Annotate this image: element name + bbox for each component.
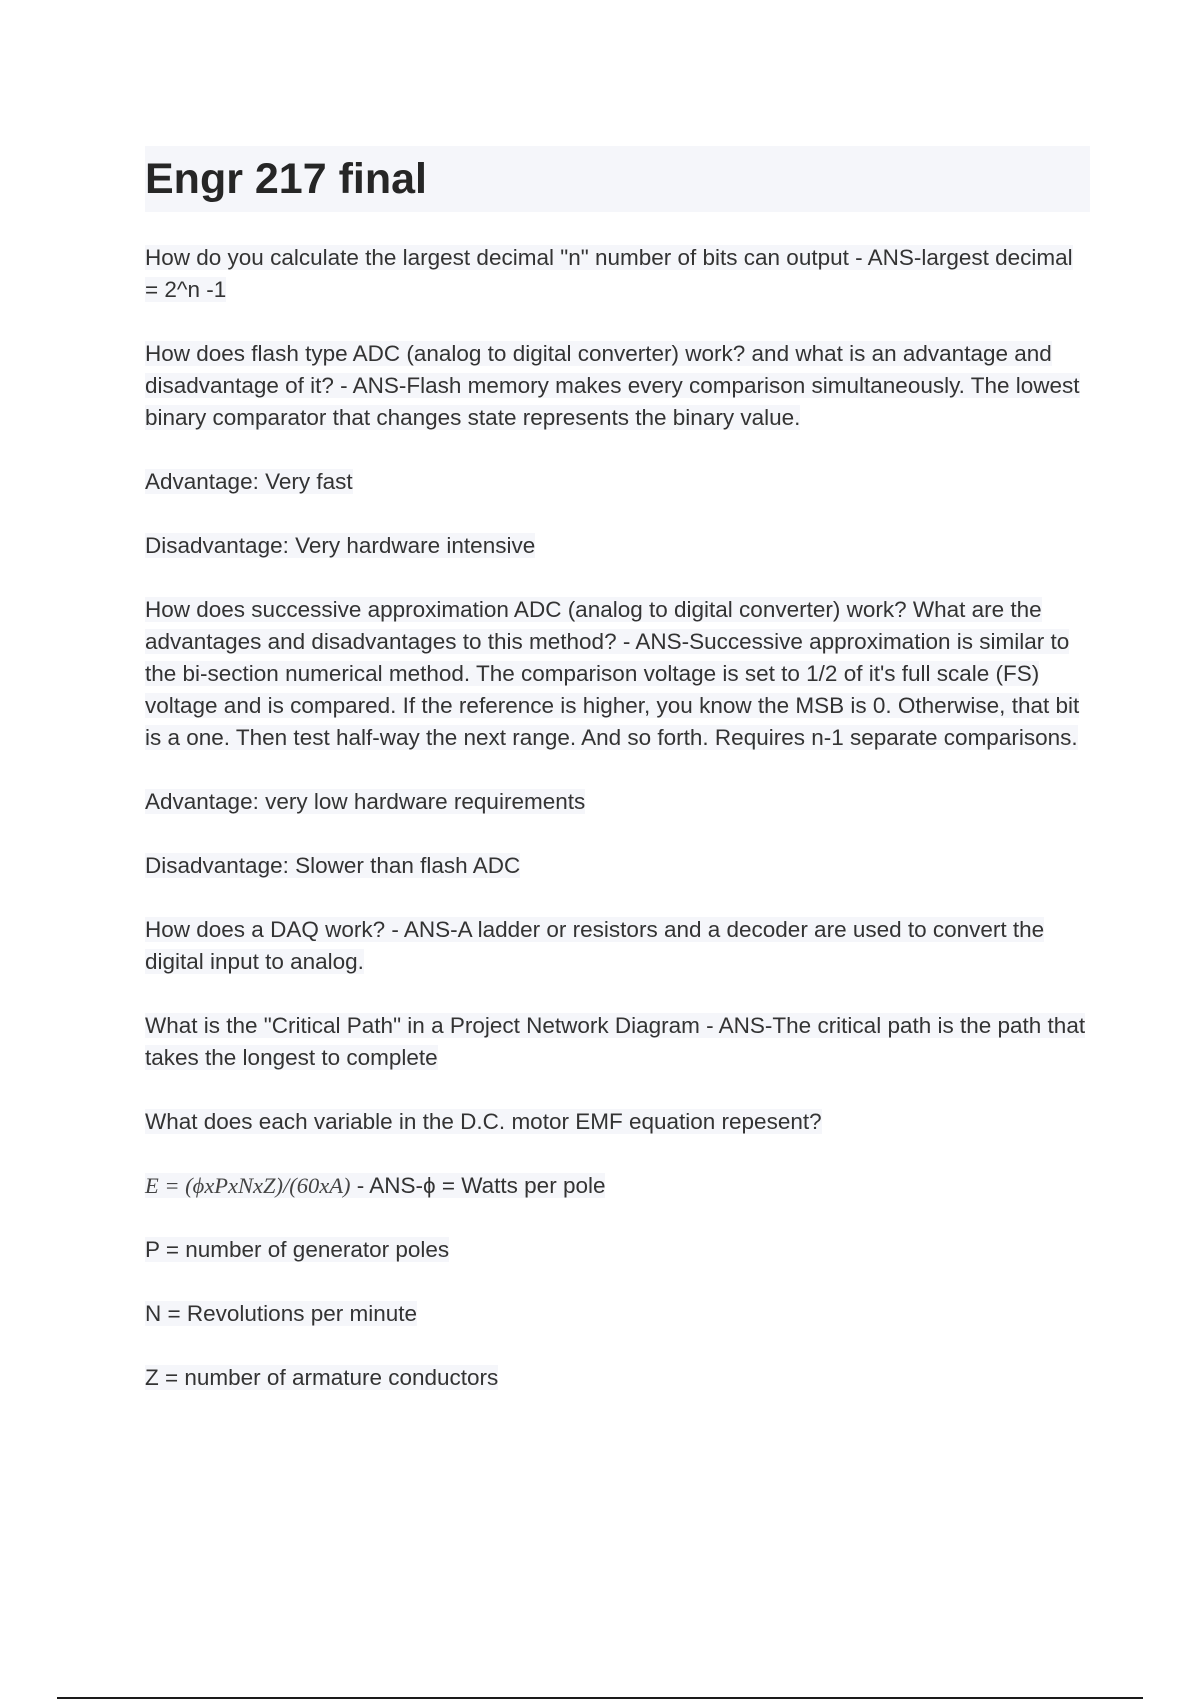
- footer-divider: [57, 1697, 1143, 1699]
- equation-line: [145, 1170, 1090, 1202]
- paragraph-q2: [145, 338, 1090, 434]
- variable-n: [145, 1298, 1090, 1330]
- paragraph-q3-disadvantage: [145, 850, 1090, 882]
- paragraph-q2-disadvantage: [145, 530, 1090, 562]
- variable-p: [145, 1234, 1090, 1266]
- paragraph-text: How does flash type ADC (analog to digital converter) work? and what is an advantage and disadvantage of it? - ANS-Flash memory makes every comparison simultaneously. The lowest binary comparator that changes state represents the binary value.: [145, 341, 1080, 430]
- paragraph-q5: [145, 1010, 1090, 1074]
- equation-wrap: [145, 1173, 605, 1198]
- paragraph-q1: [145, 242, 1090, 306]
- paragraph-text: Disadvantage: Very hardware intensive: [145, 533, 536, 558]
- paragraph-text: How do you calculate the largest decimal "n" number of bits can output - ANS-largest decimal = 2^n -1: [145, 245, 1073, 302]
- paragraph-text: How does a DAQ work? - ANS-A ladder or resistors and a decoder are used to convert the digital input to analog.: [145, 917, 1045, 974]
- paragraph-text: What does each variable in the D.C. motor EMF equation repesent?: [145, 1109, 822, 1134]
- document-page: [145, 146, 1090, 1426]
- variable-z: [145, 1362, 1090, 1394]
- variable-text: P = number of generator poles: [145, 1237, 450, 1262]
- equation-answer: - ANS-ϕ = Watts per pole: [350, 1173, 606, 1198]
- variable-text: Z = number of armature conductors: [145, 1365, 499, 1390]
- paragraph-text: Disadvantage: Slower than flash ADC: [145, 853, 521, 878]
- title-block: [145, 146, 1090, 212]
- paragraph-text: How does successive approximation ADC (analog to digital converter) work? What are the advantages and disadvantages to this method? - ANS-Successive approximation is similar to the bi-section numerical method. The comparison voltage is set to 1/2 of it's full scale (FS) voltage and is compared. If the reference is higher, you know the MSB is 0. Otherwise, that bit is a one. Then test half-way the next range. And so forth. Requires n-1 separate comparisons.: [145, 597, 1080, 750]
- emf-equation: E = (ϕxPxNxZ)/(60xA): [145, 1173, 351, 1198]
- paragraph-text: Advantage: Very fast: [145, 469, 353, 494]
- paragraph-text: What is the "Critical Path" in a Project Network Diagram - ANS-The critical path is the path that takes the longest to complete: [145, 1013, 1086, 1070]
- paragraph-q2-advantage: [145, 466, 1090, 498]
- variable-text: N = Revolutions per minute: [145, 1301, 418, 1326]
- paragraph-q3: [145, 594, 1090, 754]
- paragraph-q6: [145, 1106, 1090, 1138]
- document-title: Engr 217 final: [145, 154, 427, 203]
- paragraph-text: Advantage: very low hardware requirements: [145, 789, 586, 814]
- paragraph-q3-advantage: [145, 786, 1090, 818]
- paragraph-q4: [145, 914, 1090, 978]
